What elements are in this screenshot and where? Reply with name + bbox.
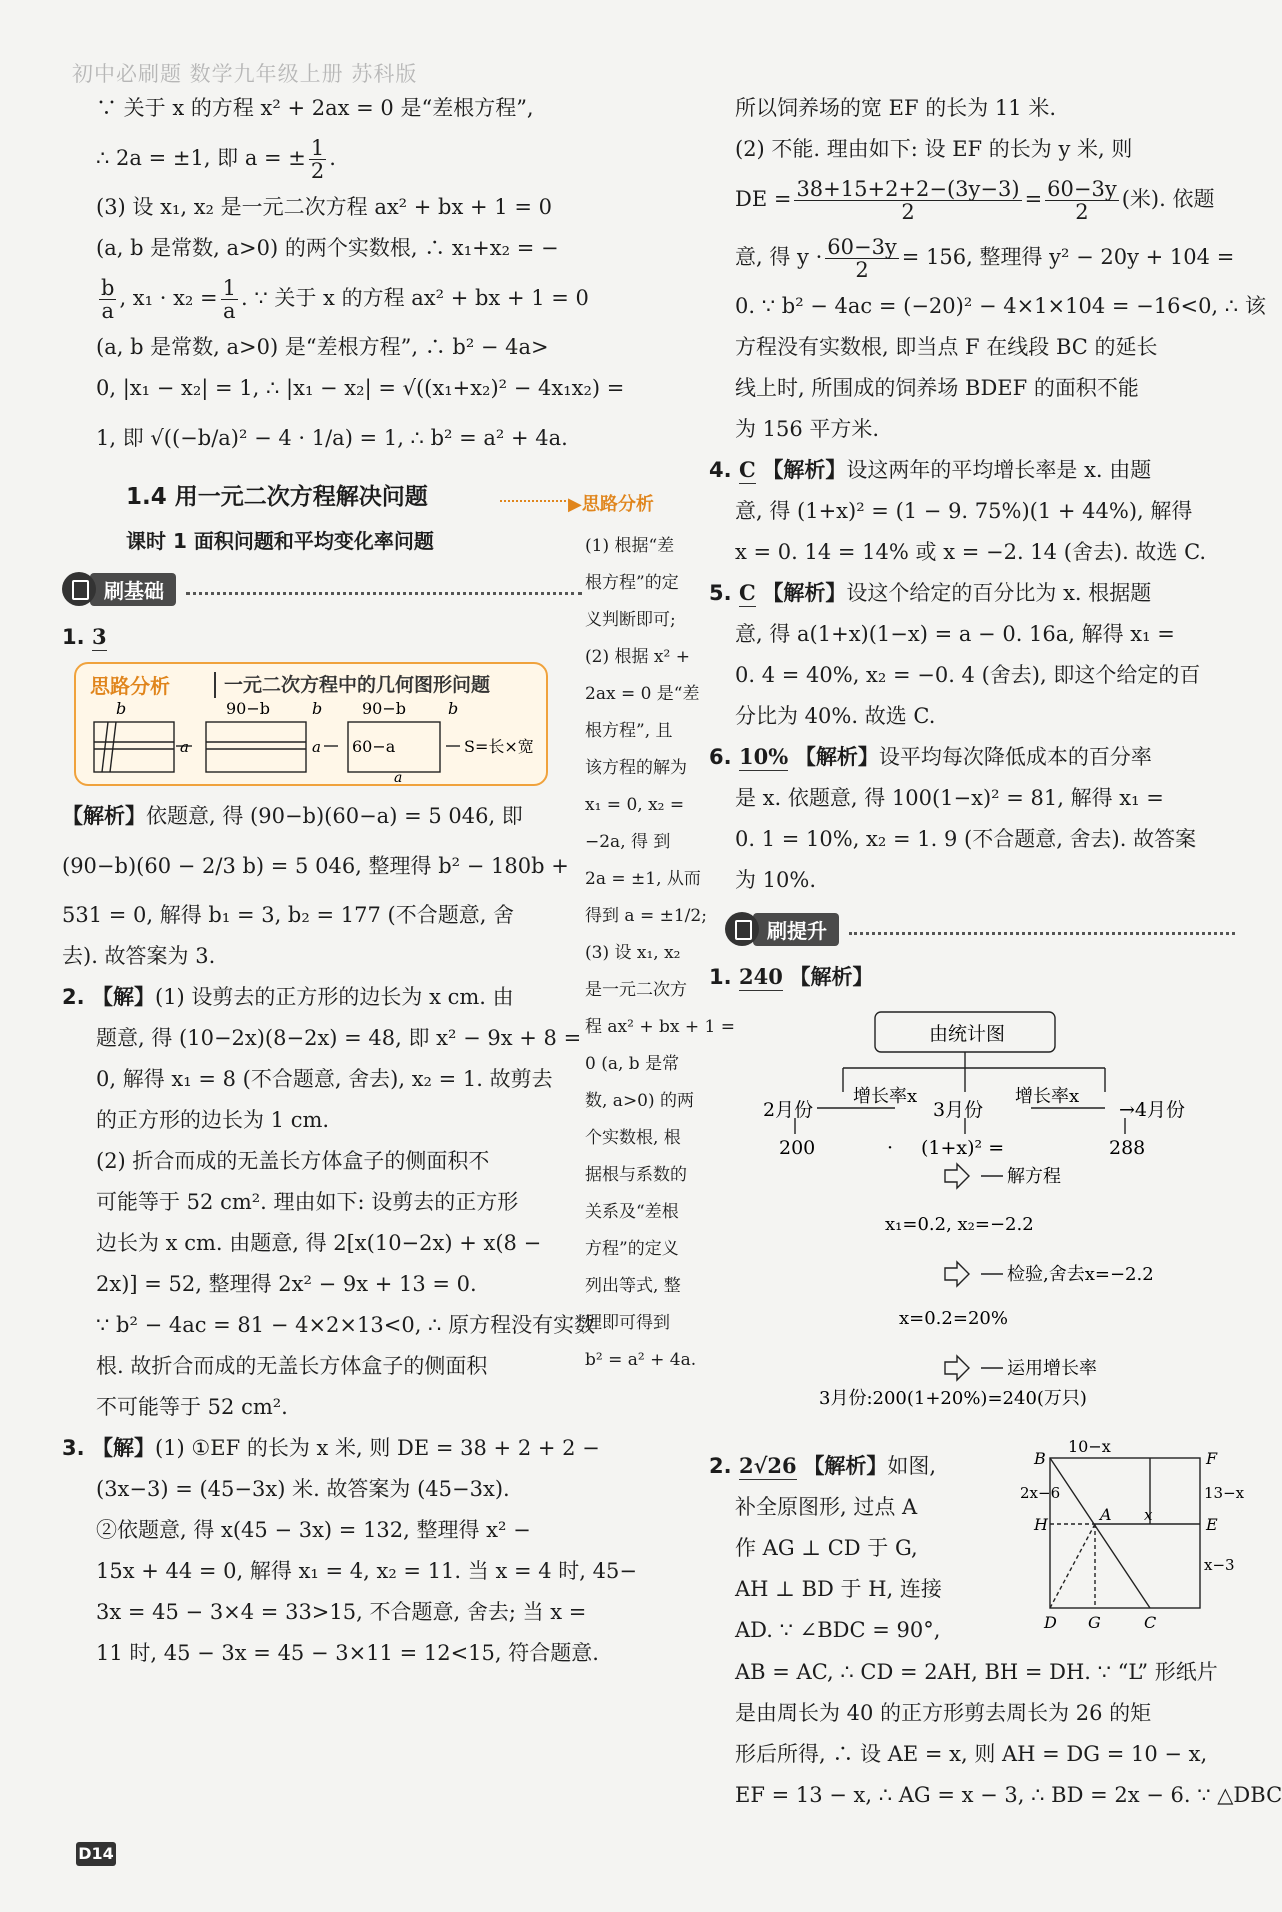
text-line: 3x = 45 − 3×4 = 33>15, 不合题意, 舍去; 当 x = — [96, 1600, 587, 1624]
side-note-line: 是一元二次方 — [585, 980, 687, 1000]
side-note-line: 根方程”的定 — [585, 573, 679, 593]
side-note-line: 义判断即可; — [585, 610, 676, 630]
svg-text:D: D — [1044, 1613, 1057, 1632]
flow-result-1: x₁=0.2, x₂=−2.2 — [885, 1214, 1034, 1235]
running-header: 初中必刷题 数学九年级上册 苏科版 — [72, 62, 418, 86]
text-line: ∴ 2a = ±1, 即 a = ± $\frac{1}{2}$ . — [96, 136, 336, 183]
side-note-line: 2ax = 0 是“差 — [585, 684, 700, 704]
text-line: (a, b 是常数, a>0) 是“差根方程”, ∴ b² − 4a> — [96, 335, 549, 359]
text-line: 0, |x₁ − x₂| = 1, ∴ |x₁ − x₂| = √((x₁+x₂)² − 4x₁x₂) = — [96, 376, 625, 400]
flow-step-2: 检验,舍去x=−2.2 — [1007, 1264, 1154, 1285]
label-area: S=长×宽 — [464, 737, 534, 756]
text-line: (2) 不能. 理由如下: 设 EF 的长为 y 米, 则 — [735, 137, 1133, 161]
side-note-line: 程 ax² + bx + 1 = — [585, 1017, 735, 1037]
text-line: 作 AG ⊥ CD 于 G, — [735, 1536, 918, 1560]
text-line: 根. 故折合而成的无盖长方体盒子的侧面积 — [96, 1354, 488, 1378]
book-icon — [725, 912, 759, 946]
flow-result-3: 3月份:200(1+20%)=240(万只) — [819, 1388, 1087, 1409]
text-line: 0. 1 = 10%, x₂ = 1. 9 (不合题意, 舍去). 故答案 — [735, 827, 1197, 851]
side-note-line: 个实数根, 根 — [585, 1128, 681, 1148]
text-line: EF = 13 − x, ∴ AG = x − 3, ∴ BD = 2x − 6. ∵ △DBC — [735, 1783, 1282, 1807]
fraction: $\frac{1}{a}$ — [222, 276, 236, 323]
question-1: 1. 3 — [62, 624, 107, 649]
side-note-line: (2) 根据 x² + — [585, 647, 690, 667]
svg-text:F: F — [1206, 1449, 1218, 1468]
text-line: (2) 折合而成的无盖长方体盒子的侧面积不 — [96, 1149, 490, 1173]
answer: 2√26 — [739, 1453, 797, 1478]
text-line: 意, 得 a(1+x)(1−x) = a − 0. 16a, 解得 x₁ = — [735, 622, 1175, 646]
right-column — [709, 88, 1266, 1422]
svg-text:a: a — [312, 738, 321, 756]
question-3: 3. 【解】(1) ①EF 的长为 x 米, 则 DE = 38 + 2 + 2 − — [62, 1436, 600, 1460]
side-note-line: (1) 根据“差 — [585, 536, 675, 556]
side-note-line: b² = a² + 4a. — [585, 1350, 697, 1370]
side-note-line: 得到 a = ±1/2; — [585, 906, 707, 926]
flow-288: 288 — [1109, 1137, 1146, 1159]
text-line: 边长为 x cm. 由题意, 得 2[x(10−2x) + x(8 − — [96, 1231, 542, 1255]
answer: 3 — [92, 624, 107, 649]
side-note — [585, 528, 735, 1379]
question-5: 5. C 【解析】设这个给定的百分比为 x. 根据题 — [709, 580, 1152, 605]
text-line: 可能等于 52 cm². 理由如下: 设剪去的正方形 — [96, 1190, 519, 1214]
text-line: x = 0. 14 = 14% 或 x = −2. 14 (舍去). 故选 C. — [735, 540, 1207, 564]
question-2: 2. 【解】(1) 设剪去的正方形的边长为 x cm. 由 — [62, 985, 514, 1009]
tip-diagram — [76, 694, 546, 786]
text-line: 题意, 得 (10−2x)(8−2x) = 48, 即 x² − 9x + 8 = — [96, 1026, 582, 1050]
side-heading: ▶思路分析 — [568, 494, 654, 515]
side-note-line: (3) 设 x₁, x₂ — [585, 943, 681, 963]
text-line: 1, 即 √((−b/a)² − 4 · 1/a) = 1, ∴ b² = a² + 4a. — [96, 426, 568, 450]
fraction: $\frac{38+15+2+2-(3y-3)}{2}$ — [796, 177, 1020, 224]
text-line: 是由周长为 40 的正方形剪去周长为 26 的矩 — [735, 1701, 1152, 1725]
svg-text:x: x — [1144, 1506, 1153, 1524]
text-line: 意, 得 y · $\frac{60-3y}{2}$ = 156, 整理得 y² − 20y + 104 = — [735, 235, 1235, 282]
section-badge-basic: 刷基础 — [62, 567, 582, 611]
svg-text:b: b — [312, 699, 323, 718]
side-note-line: 方程”的定义 — [585, 1239, 679, 1259]
text-line: 11 时, 45 − 3x = 45 − 3×11 = 12<15, 符合题意. — [96, 1641, 599, 1665]
text-line: AD. ∵ ∠BDC = 90°, — [735, 1618, 941, 1642]
label-width: 90−b — [226, 699, 271, 718]
flow-box: 由统计图 — [929, 1023, 1006, 1045]
text-line: 方程没有实数根, 即当点 F 在线段 BC 的延长 — [735, 335, 1158, 359]
problem-2: 2. 2√26 【解析】如图, 补全原图形, 过点 A 作 AG ⊥ CD 于 G, AH ⊥ BD 于 H, 连接 AD. ∵ ∠BDC = 90°, — [735, 1446, 1005, 1651]
svg-text:H: H — [1034, 1515, 1048, 1534]
svg-text:2x−6: 2x−6 — [1020, 1484, 1061, 1502]
fraction: $\frac{60-3y}{2}$ — [1047, 177, 1117, 224]
flow-dot: · — [887, 1137, 894, 1159]
answer: C — [739, 457, 756, 482]
question-6: 6. 10% 【解析】设平均每次降低成本的百分率 — [709, 744, 1152, 769]
flow-result-2: x=0.2=20% — [899, 1308, 1008, 1329]
text-line: (a, b 是常数, a>0) 的两个实数根, ∴ x₁+x₂ = − — [96, 236, 559, 260]
answer: C — [739, 580, 756, 605]
side-note-line: 该方程的解为 — [585, 758, 687, 778]
side-note-line: 数, a>0) 的两 — [585, 1091, 695, 1111]
text-line: 意, 得 (1+x)² = (1 − 9. 75%)(1 + 44%), 解得 — [735, 499, 1193, 523]
geometry-figure — [1020, 1437, 1245, 1640]
svg-text:10−x: 10−x — [1068, 1437, 1111, 1456]
side-note-line: x₁ = 0, x₂ = — [585, 795, 685, 815]
lesson-title: 课时 1 面积问题和平均变化率问题 — [126, 529, 434, 553]
text-line: 为 156 平方米. — [735, 417, 880, 441]
tip-box — [74, 662, 548, 786]
svg-text:b: b — [448, 699, 459, 718]
flow-right-label: 增长率x — [1015, 1086, 1080, 1107]
label-height: 60−a — [352, 737, 396, 756]
side-note-line: 理即可得到 — [585, 1313, 670, 1333]
flow-step-3: 运用增长率 — [1007, 1358, 1097, 1379]
label-a: a — [180, 738, 189, 756]
side-note-line: −2a, 得 到 — [585, 832, 671, 852]
label-b: b — [116, 699, 127, 718]
text-line: 0. ∵ b² − 4ac = (−20)² − 4×1×104 = −16<0, ∴ 该 — [735, 294, 1266, 318]
text-line: ②依题意, 得 x(45 − 3x) = 132, 整理得 x² − — [96, 1518, 531, 1542]
text-line: ∵ 关于 x 的方程 x² + 2ax = 0 是“差根方程”, — [96, 96, 534, 120]
text-line: 的正方形的边长为 1 cm. — [96, 1108, 330, 1132]
question-4: 4. C 【解析】设这两年的平均增长率是 x. 由题 — [709, 457, 1152, 482]
text-line: 2x)] = 52, 整理得 2x² − 9x + 13 = 0. — [96, 1272, 477, 1296]
text-line: 所以饲养场的宽 EF 的长为 11 米. — [735, 96, 1056, 120]
flow-mar: 3月份 — [933, 1099, 984, 1121]
flow-200: 200 — [779, 1137, 816, 1159]
text-line: 0, 解得 x₁ = 8 (不合题意, 舍去), x₂ = 1. 故剪去 — [96, 1067, 553, 1091]
side-note-line: 关系及“差根 — [585, 1202, 679, 1222]
text-line: 去). 故答案为 3. — [62, 944, 216, 968]
problem-2-continued — [735, 1652, 1282, 1816]
svg-text:a: a — [394, 770, 403, 786]
text-line: 线上时, 所围成的饲养场 BDEF 的面积不能 — [735, 376, 1139, 400]
section-title: 1.4 用一元二次方程解决问题 — [126, 484, 428, 510]
tip-subtitle: 一元二次方程中的几何图形问题 — [224, 674, 491, 696]
side-note-line: 列出等式, 整 — [585, 1276, 681, 1296]
text-line: 531 = 0, 解得 b₁ = 3, b₂ = 177 (不合题意, 舍 — [62, 903, 515, 927]
svg-text:x−3: x−3 — [1204, 1556, 1235, 1574]
side-note-line: 0 (a, b 是常 — [585, 1054, 680, 1074]
side-note-line: 2a = ±1, 从而 — [585, 869, 701, 889]
fraction: $\frac{1}{2}$ — [310, 136, 325, 183]
svg-text:G: G — [1088, 1613, 1101, 1632]
text-line: $\frac{b}{a}$ , x₁ · x₂ = $\frac{1}{a}$ . ∵ 关于 x 的方程 ax² + bx + 1 = 0 — [101, 276, 589, 323]
flow-left-label: 增长率x — [853, 1086, 918, 1107]
text-line: (3) 设 x₁, x₂ 是一元二次方程 ax² + bx + 1 = 0 — [96, 195, 552, 219]
text-line: DE = $\frac{38+15+2+2-(3y-3)}{2}$ = $\frac{60-3y}{2}$ (米). 依题 — [735, 177, 1215, 224]
svg-text:A: A — [1100, 1505, 1112, 1524]
fraction: $\frac{b}{a}$ — [101, 276, 115, 323]
text-line: 15x + 44 = 0, 解得 x₁ = 4, x₂ = 11. 当 x = 4 时, 45− — [96, 1559, 637, 1583]
side-note-line: 据根与系数的 — [585, 1165, 687, 1185]
text-line: 为 10%. — [735, 868, 817, 892]
side-note-line: 根方程”, 且 — [585, 721, 673, 741]
text-line: AB = AC, ∴ CD = 2AH, BH = DH. ∵ “L” 形纸片 — [735, 1660, 1218, 1684]
text-line: 0. 4 = 40%, x₂ = −0. 4 (舍去), 即这个给定的百 — [735, 663, 1201, 687]
flow-expr: (1+x)² = — [921, 1137, 1005, 1159]
text-line: (90−b)(60 − 2/3 b) = 5 046, 整理得 b² − 180b + — [62, 854, 569, 878]
problem-1: 1. 240 【解析】 — [709, 964, 874, 989]
text-line: ∵ b² − 4ac = 81 − 4×2×13<0, ∴ 原方程没有实数 — [96, 1313, 596, 1337]
side-arrow — [500, 500, 570, 502]
book-icon — [62, 572, 96, 606]
text-line: 不可能等于 52 cm². — [96, 1395, 288, 1419]
text-line: 形后所得, ∴ 设 AE = x, 则 AH = DG = 10 − x, — [735, 1742, 1208, 1766]
text-line: AH ⊥ BD 于 H, 连接 — [735, 1577, 942, 1601]
svg-text:C: C — [1144, 1613, 1157, 1632]
svg-text:E: E — [1206, 1515, 1218, 1534]
svg-text:13−x: 13−x — [1204, 1484, 1245, 1502]
fraction: $\frac{60-3y}{2}$ — [827, 235, 897, 282]
flow-diagram — [735, 1002, 1215, 1422]
page-number: D14 — [76, 1842, 116, 1866]
text-line: (3x−3) = (45−3x) 米. 故答案为 (45−3x). — [96, 1477, 510, 1501]
section-badge-advanced: 刷提升 — [725, 907, 1235, 951]
flow-step-1: 解方程 — [1007, 1166, 1061, 1187]
text-line: 是 x. 依题意, 得 100(1−x)² = 81, 解得 x₁ = — [735, 786, 1164, 810]
answer: 10% — [739, 744, 789, 769]
svg-text:B: B — [1034, 1449, 1046, 1468]
flow-apr: →4月份 — [1119, 1099, 1186, 1121]
text-line: 【解析】依题意, 得 (90−b)(60−a) = 5 046, 即 — [62, 804, 523, 828]
text-line: 补全原图形, 过点 A — [735, 1495, 918, 1519]
text-line: 分比为 40%. 故选 C. — [735, 704, 936, 728]
svg-text:90−b: 90−b — [362, 699, 407, 718]
answer: 240 — [739, 964, 783, 989]
tip-heading: 思路分析 — [90, 674, 170, 698]
flow-feb: 2月份 — [763, 1099, 814, 1121]
